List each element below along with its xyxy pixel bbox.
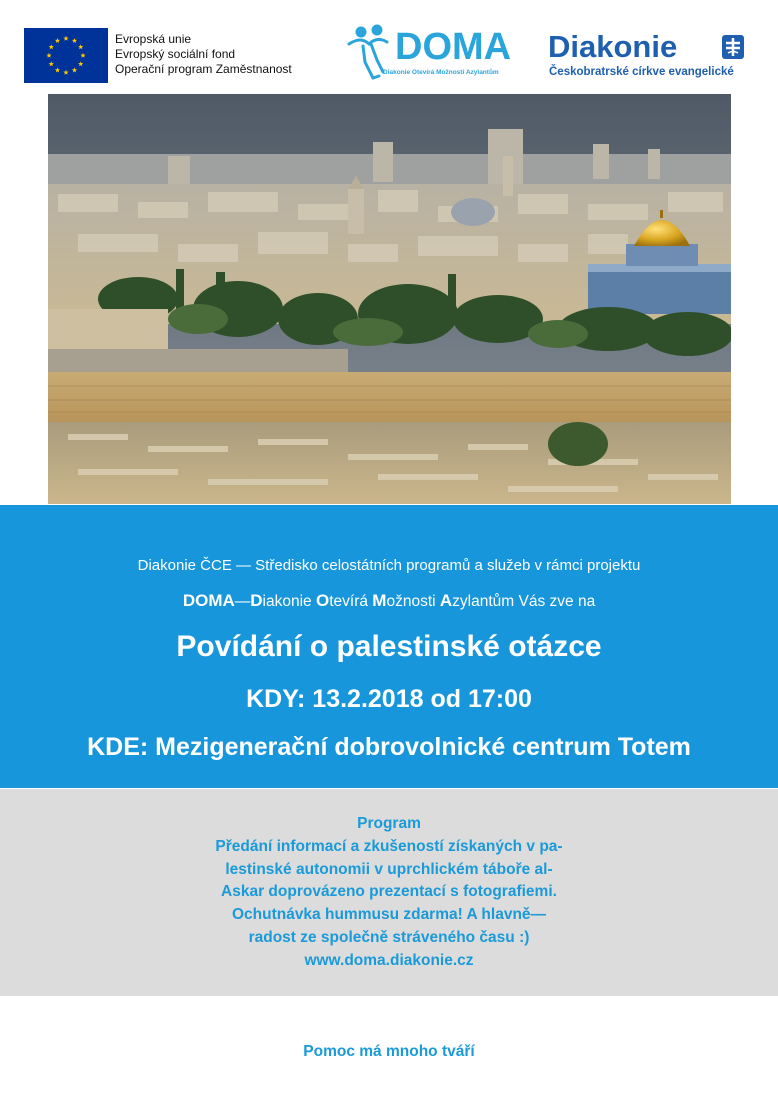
- diakonie-wordmark: Diakonie: [548, 29, 678, 64]
- eu-line: Evropský sociální fond: [115, 47, 236, 61]
- diakonie-cross-icon: [722, 35, 744, 59]
- doma-subtitle: Diakonie Otevírá Možnosti Azylantům: [383, 69, 499, 76]
- acronym-bold: O: [315, 591, 330, 610]
- event-when: KDY: 13.2.2018 od 17:00: [246, 685, 532, 713]
- program-heading: Program: [357, 815, 421, 832]
- organizer-intro: Diakonie ČCE — Středisko celostátních programů a služeb v rámci projektu: [137, 557, 641, 574]
- doma-wordmark: DOMA: [395, 26, 512, 68]
- jerusalem-photo: [48, 94, 731, 504]
- website-link[interactable]: www.doma.diakonie.cz: [304, 951, 474, 969]
- footer-slogan: Pomoc má mnoho tváří: [303, 1043, 475, 1060]
- acronym-bold: M: [372, 591, 387, 610]
- acronym-bold: D: [250, 591, 263, 610]
- program-line: radost ze společně stráveného času :): [248, 928, 530, 946]
- diakonie-logo: [548, 30, 748, 80]
- header: [0, 0, 778, 90]
- diakonie-subtitle: Českobratrské církve evangelické: [549, 66, 734, 78]
- program-line: Předání informací a zkušeností získaných v pa-: [215, 837, 563, 855]
- acronym-rest: iakonie: [262, 593, 316, 610]
- invitation-band: [0, 505, 778, 788]
- event-where: KDE: Mezigenerační dobrovolnické centrum Totem: [87, 733, 691, 761]
- program-line: Ochutnávka hummusu zdarma! A hlavně—: [231, 906, 547, 924]
- acronym-rest: zylantům Vás zve na: [452, 593, 596, 610]
- doma-logo: [343, 22, 512, 84]
- acronym-rest: —: [234, 593, 251, 610]
- event-title: Povídání o palestinské otázce: [176, 630, 602, 663]
- acronym-rest: tevírá: [329, 593, 373, 610]
- program-text: [0, 813, 778, 973]
- program-band: [0, 789, 778, 996]
- eu-line: Evropská unie: [115, 32, 192, 46]
- eu-flag-logo: [24, 28, 108, 83]
- eu-text: [115, 32, 292, 77]
- acronym-bold: DOMA: [182, 591, 235, 610]
- acronym-bold: A: [439, 591, 453, 610]
- acronym-rest: ožnosti: [386, 593, 440, 610]
- program-line: Askar doprovázeno prezentací s fotografiemi.: [221, 883, 557, 901]
- program-line: lestinské autonomii v uprchlickém táboře al-: [225, 860, 553, 878]
- eu-line: Operační program Zaměstnanost: [115, 62, 292, 76]
- project-acronym: [0, 591, 778, 611]
